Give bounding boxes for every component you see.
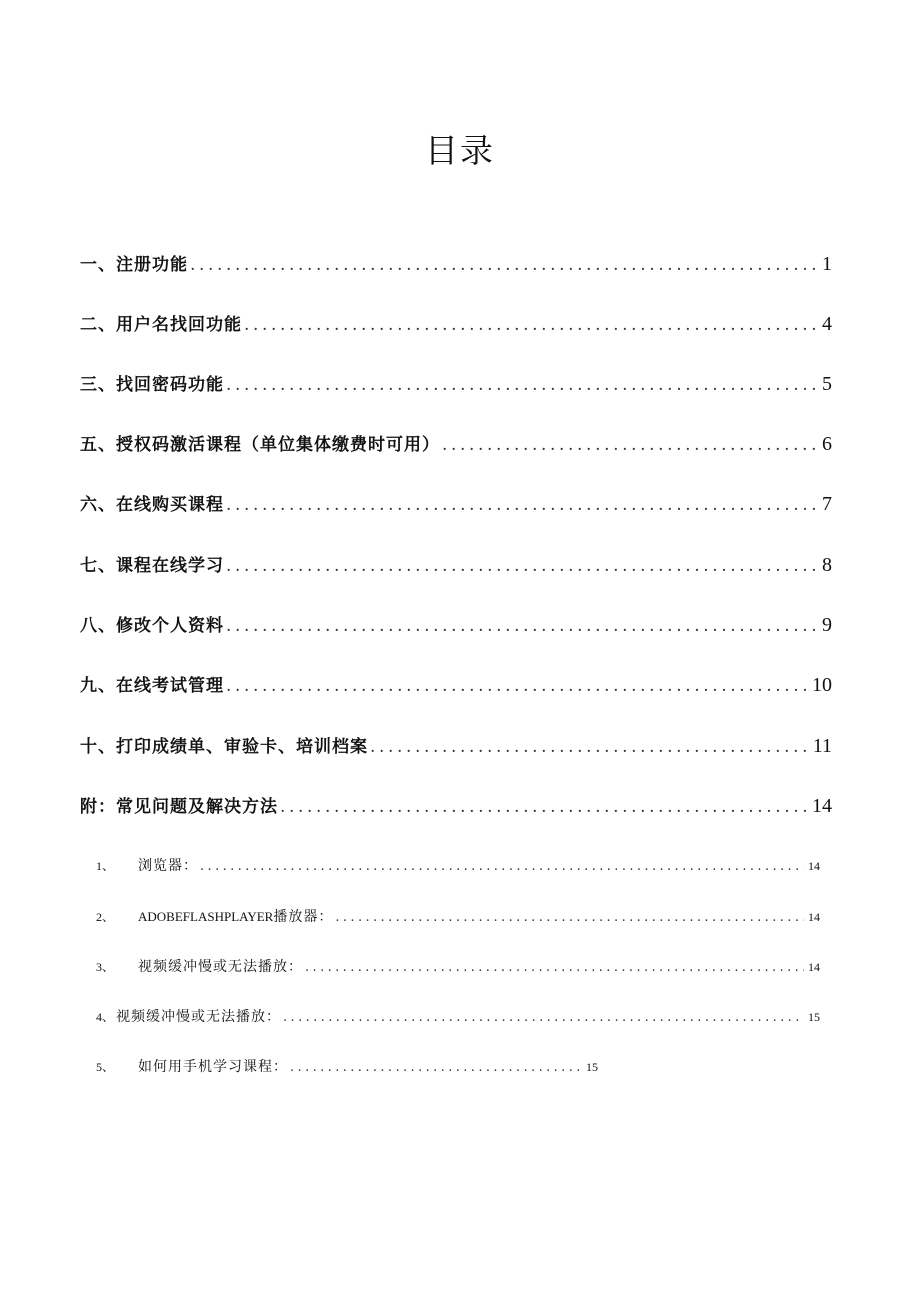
toc-subentry-number: 1、 [96,859,115,873]
toc-subentry-3[interactable] [96,956,820,976]
toc-subentry-label: 视频缓冲慢或无法播放： [138,959,304,975]
toc-subentry-number: 5、 [96,1060,115,1074]
toc-entry-label: 三、找回密码功能 [80,375,224,395]
dot-leader [290,1060,582,1075]
toc-entry-label: 九、在线考试管理 [80,676,224,696]
toc-entry-5[interactable] [80,490,832,516]
toc-entry-label: 七、课程在线学习 [80,556,224,576]
dot-leader [280,797,808,817]
toc-entry-4[interactable] [80,430,832,456]
toc-subentry-page: 15 [586,1060,598,1074]
toc-subentry-5[interactable] [96,1056,598,1076]
toc-subentry-number: 3、 [96,960,115,974]
page-title: 目录 [425,131,495,170]
toc-subentry-label: 浏览器： [138,858,199,874]
toc-entry-label: 八、修改个人资料 [80,616,224,636]
toc-entry-label: 十、打印成绩单、审验卡、培训档案 [80,737,368,757]
toc-entry-page: 4 [822,313,832,335]
toc-entry-label: 二、用户名找回功能 [80,315,242,335]
toc-subentry-page: 15 [808,1010,820,1024]
toc-subentry-number: 2、 [96,910,115,924]
dot-leader [226,495,818,515]
toc-entry-1[interactable] [80,250,832,276]
toc-subentry-4[interactable] [96,1006,820,1026]
toc-entry-page: 5 [822,373,832,395]
toc-entry-3[interactable] [80,370,832,396]
toc-entry-label: 一、注册功能 [80,255,188,275]
toc-subentry-label-suffix: 播放器： [273,909,334,925]
toc-entry-page: 11 [812,735,832,757]
toc-entry-8[interactable] [80,671,832,697]
dot-leader [442,435,818,455]
toc-entry-page: 9 [822,614,832,636]
toc-entry-page: 1 [822,253,832,275]
toc-entry-9[interactable] [80,732,832,758]
toc-subentry-label: 如何用手机学习课程： [138,1059,289,1075]
toc-entry-label: 六、在线购买课程 [80,495,224,515]
toc-subentry-page: 14 [808,859,820,873]
toc-entry-7[interactable] [80,611,832,637]
dot-leader [226,616,818,636]
toc-entry-2[interactable] [80,310,832,336]
toc-subentry-label: ADOBEFLASHPLAYER [138,909,274,924]
toc-subentry-2[interactable] [96,906,820,926]
toc-entry-appendix[interactable] [80,792,832,818]
toc-subentry-number: 4、 [96,1010,115,1024]
dot-leader [200,859,804,874]
toc-entry-6[interactable] [80,551,832,577]
dot-leader [226,676,808,696]
toc-entry-page: 7 [822,493,832,515]
toc-entry-page: 6 [822,433,832,455]
toc-entry-page: 10 [812,674,832,696]
toc-subentry-page: 14 [808,960,820,974]
dot-leader [226,375,818,395]
dot-leader [190,255,818,275]
toc-subentry-1[interactable] [96,855,820,875]
dot-leader [370,737,809,757]
dot-leader [305,960,804,975]
toc-subentry-label: 视频缓冲慢或无法播放： [116,1009,282,1025]
dot-leader [335,910,804,925]
toc-entry-label: 五、授权码激活课程（单位集体缴费时可用） [80,435,440,455]
toc-entry-label: 附：常见问题及解决方法 [80,797,278,817]
dot-leader [244,315,818,335]
toc-entry-page: 8 [822,554,832,576]
toc-entry-page: 14 [812,795,832,817]
dot-leader [283,1010,804,1025]
toc-subentry-page: 14 [808,910,820,924]
dot-leader [226,556,818,576]
